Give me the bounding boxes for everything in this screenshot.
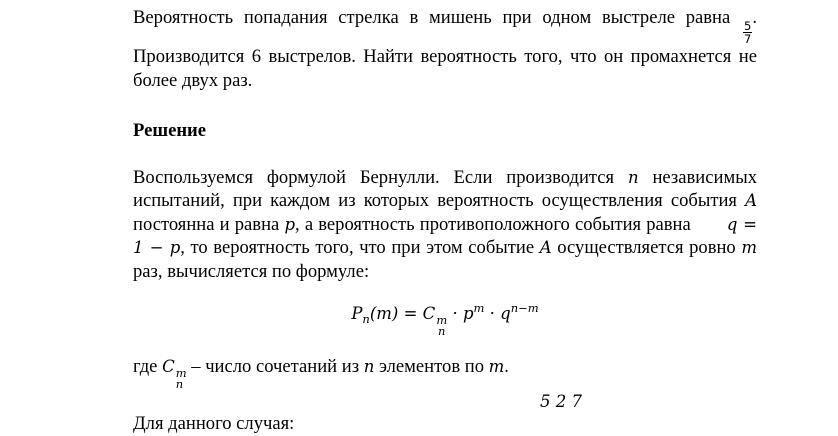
c-indices-inline: m n	[175, 366, 187, 391]
case-intro: Для данного случая:	[133, 413, 295, 434]
solution-paragraph: Воспользуемся формулой Бернулли. Если производится n независимых испытаний, при каждом из которых вероятность осуществления события A постоянна и равна p, а вероятность противоположного события равна q = 1 − p, то вероятность того, что при этом событие A осуществляется ровно m раз, вычисляется по формуле:	[133, 166, 757, 282]
clipped-formula-fragment: 5 2 7	[540, 392, 582, 411]
fraction-five-sevenths: $\frac{5}{7}$	[744, 19, 752, 46]
combination-explanation: где C m n – число сочетаний из n элементов по m.	[133, 356, 509, 391]
bernoulli-formula: $P_n(m) = C$ m n · $p^m \cdot q^{n-m}$	[351, 301, 539, 338]
solution-heading: Решение	[133, 120, 206, 141]
problem-statement: Вероятность попадания стрелка в мишень при одном выстреле равна $\frac{5}{7}$ . Производится 6 выстрелов. Найти вероятность того, что он промахнется не более двух раз.	[133, 7, 757, 91]
c-indices: m n	[436, 313, 448, 338]
document-body	[133, 0, 757, 436]
